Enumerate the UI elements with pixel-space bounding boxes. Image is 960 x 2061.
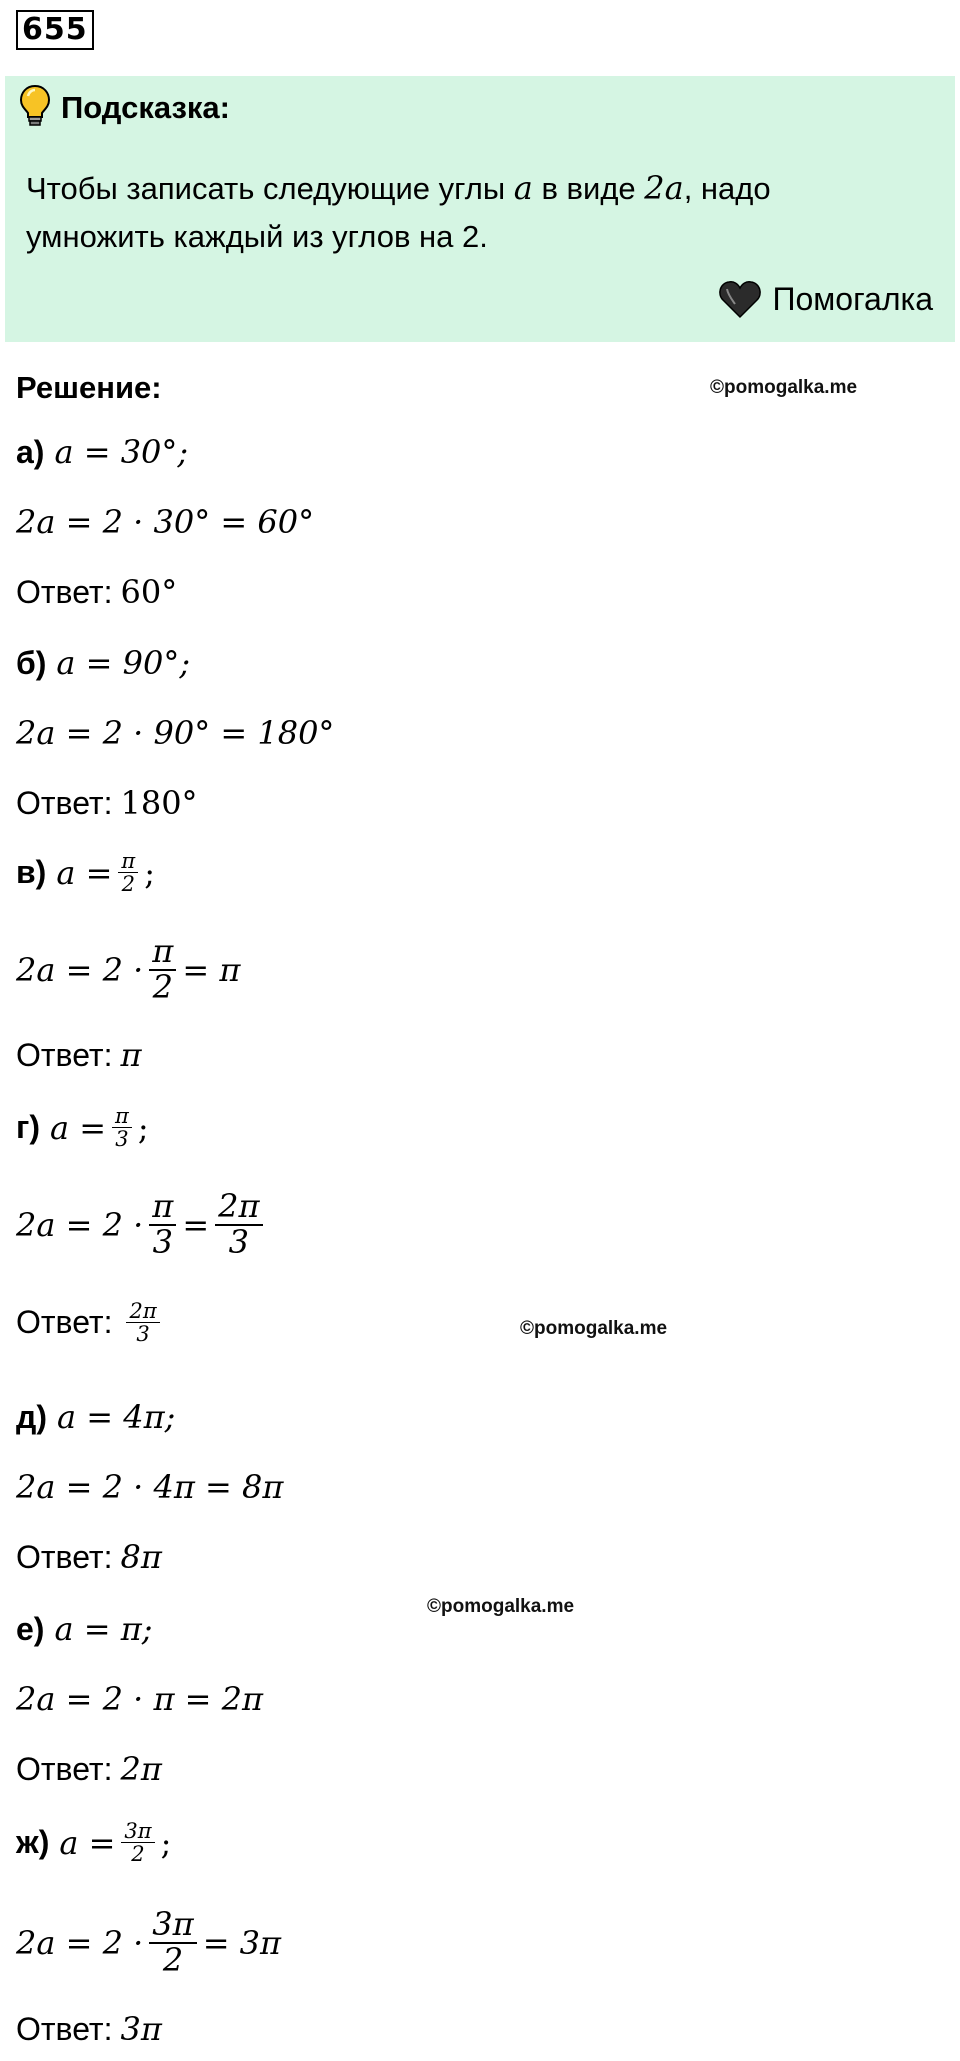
given-semicolon: ;: [160, 1823, 172, 1862]
given-left: a =: [59, 1823, 116, 1862]
calc-expression: 2a = 2 · 30° = 60°: [16, 503, 315, 541]
item-v-calc: [16, 932, 241, 1006]
answer-value: 3π: [120, 2010, 162, 2048]
calc-right: = π: [182, 950, 241, 989]
fraction-numerator: 3π: [121, 1820, 154, 1843]
calc-result-fraction: [215, 1187, 262, 1261]
given-left: a =: [56, 853, 113, 892]
hint-brand-label: Помогалка: [772, 281, 933, 317]
item-g-answer: [16, 1300, 166, 1345]
item-g-given: [16, 1105, 149, 1150]
problem-number: 655: [16, 10, 94, 50]
item-b-calc: [16, 714, 334, 752]
fraction-denominator: 2: [131, 1842, 145, 1867]
item-e-answer: [16, 1750, 162, 1788]
fraction-denominator: 3: [228, 1222, 250, 1261]
answer-value: 2π: [120, 1750, 162, 1788]
item-b-answer: [16, 784, 198, 822]
calc-fraction: [149, 1187, 176, 1261]
given-expression: a = 90°;: [56, 644, 191, 682]
fraction-denominator: 2: [121, 872, 135, 897]
answer-label: Ответ:: [16, 2010, 113, 2047]
item-d-given: [16, 1398, 175, 1436]
item-label: б): [16, 644, 47, 681]
item-zh-given: [16, 1820, 171, 1865]
fraction-numerator: 3π: [149, 1908, 196, 1944]
fraction-denominator: 2: [162, 1940, 184, 1979]
hint-text-part2: в виде: [532, 171, 645, 206]
fraction-numerator: π: [112, 1105, 132, 1128]
lightbulb-icon: [19, 84, 51, 128]
item-label: а): [16, 433, 45, 470]
answer-value: 60°: [120, 573, 178, 611]
item-e-calc: [16, 1680, 263, 1718]
item-zh-answer: [16, 2010, 162, 2048]
fraction-denominator: 3: [115, 1127, 129, 1152]
item-label: е): [16, 1610, 45, 1647]
item-g-calc: [16, 1187, 269, 1261]
item-zh-calc: [16, 1905, 282, 1979]
given-expression: a = 4π;: [56, 1398, 176, 1436]
item-a-calc: [16, 503, 314, 541]
watermark: ©pomogalka.me: [520, 1318, 668, 1339]
given-fraction: [118, 850, 138, 895]
fraction-numerator: π: [149, 935, 176, 971]
hint-box: [5, 76, 955, 342]
item-b-given: [16, 644, 190, 682]
given-semicolon: ;: [137, 1108, 149, 1147]
item-label: ж): [16, 1824, 50, 1861]
hint-var-a: a: [513, 169, 533, 207]
heart-icon: [718, 279, 762, 319]
answer-label: Ответ:: [16, 573, 113, 610]
fraction-denominator: 3: [152, 1222, 173, 1261]
fraction-numerator: 2π: [126, 1300, 159, 1323]
calc-equals: =: [182, 1205, 210, 1244]
calc-right: = 3π: [202, 1923, 282, 1962]
given-left: a =: [49, 1108, 107, 1147]
answer-value: 180°: [120, 784, 198, 822]
fraction-numerator: 2π: [215, 1190, 262, 1226]
item-v-answer: [16, 1036, 142, 1074]
item-label: г): [16, 1109, 40, 1146]
calc-expression: 2a = 2 · 90° = 180°: [16, 714, 335, 752]
hint-text-part3: , надо: [683, 171, 771, 206]
item-d-calc: [16, 1468, 283, 1506]
hint-text-part1: Чтобы записать следующие углы: [26, 171, 514, 206]
answer-value: 8π: [120, 1538, 162, 1576]
solution-heading: Решение:: [16, 370, 162, 405]
hint-title: Подсказка:: [61, 90, 230, 125]
given-semicolon: ;: [144, 853, 155, 892]
given-expression: a = 30°;: [54, 433, 189, 471]
fraction-numerator: π: [118, 850, 138, 873]
watermark: ©pomogalka.me: [427, 1596, 575, 1617]
item-d-answer: [16, 1538, 162, 1576]
watermark: ©pomogalka.me: [710, 377, 858, 398]
hint-brand: [718, 276, 933, 322]
answer-label: Ответ:: [16, 1538, 113, 1575]
calc-fraction: [149, 1905, 196, 1979]
hint-expr-2a: 2a: [644, 169, 684, 207]
given-fraction: [112, 1105, 132, 1150]
fraction-denominator: 2: [152, 967, 173, 1006]
item-a-answer: [16, 573, 177, 611]
calc-expression: 2a = 2 · 4π = 8π: [16, 1468, 284, 1506]
item-label: д): [16, 1398, 47, 1435]
answer-value: π: [120, 1036, 142, 1074]
calc-left: 2a = 2 ·: [16, 1205, 144, 1244]
calc-left: 2a = 2 ·: [16, 950, 144, 989]
hint-text: [26, 164, 926, 261]
item-a-given: [16, 433, 188, 471]
answer-label: Ответ:: [16, 1304, 113, 1341]
answer-fraction: [126, 1300, 159, 1345]
calc-fraction: [149, 932, 176, 1006]
given-fraction: [121, 1820, 154, 1865]
answer-label: Ответ:: [16, 1750, 113, 1787]
given-expression: a = π;: [54, 1610, 153, 1648]
calc-expression: 2a = 2 · π = 2π: [16, 1680, 264, 1718]
answer-label: Ответ:: [16, 1036, 113, 1073]
calc-left: 2a = 2 ·: [16, 1923, 144, 1962]
item-e-given: [16, 1610, 153, 1648]
answer-label: Ответ:: [16, 784, 113, 821]
fraction-denominator: 3: [136, 1322, 150, 1347]
fraction-numerator: π: [149, 1190, 176, 1226]
item-label: в): [16, 854, 47, 891]
hint-text-line2: умножить каждый из углов на 2.: [26, 219, 488, 254]
item-v-given: [16, 850, 155, 895]
